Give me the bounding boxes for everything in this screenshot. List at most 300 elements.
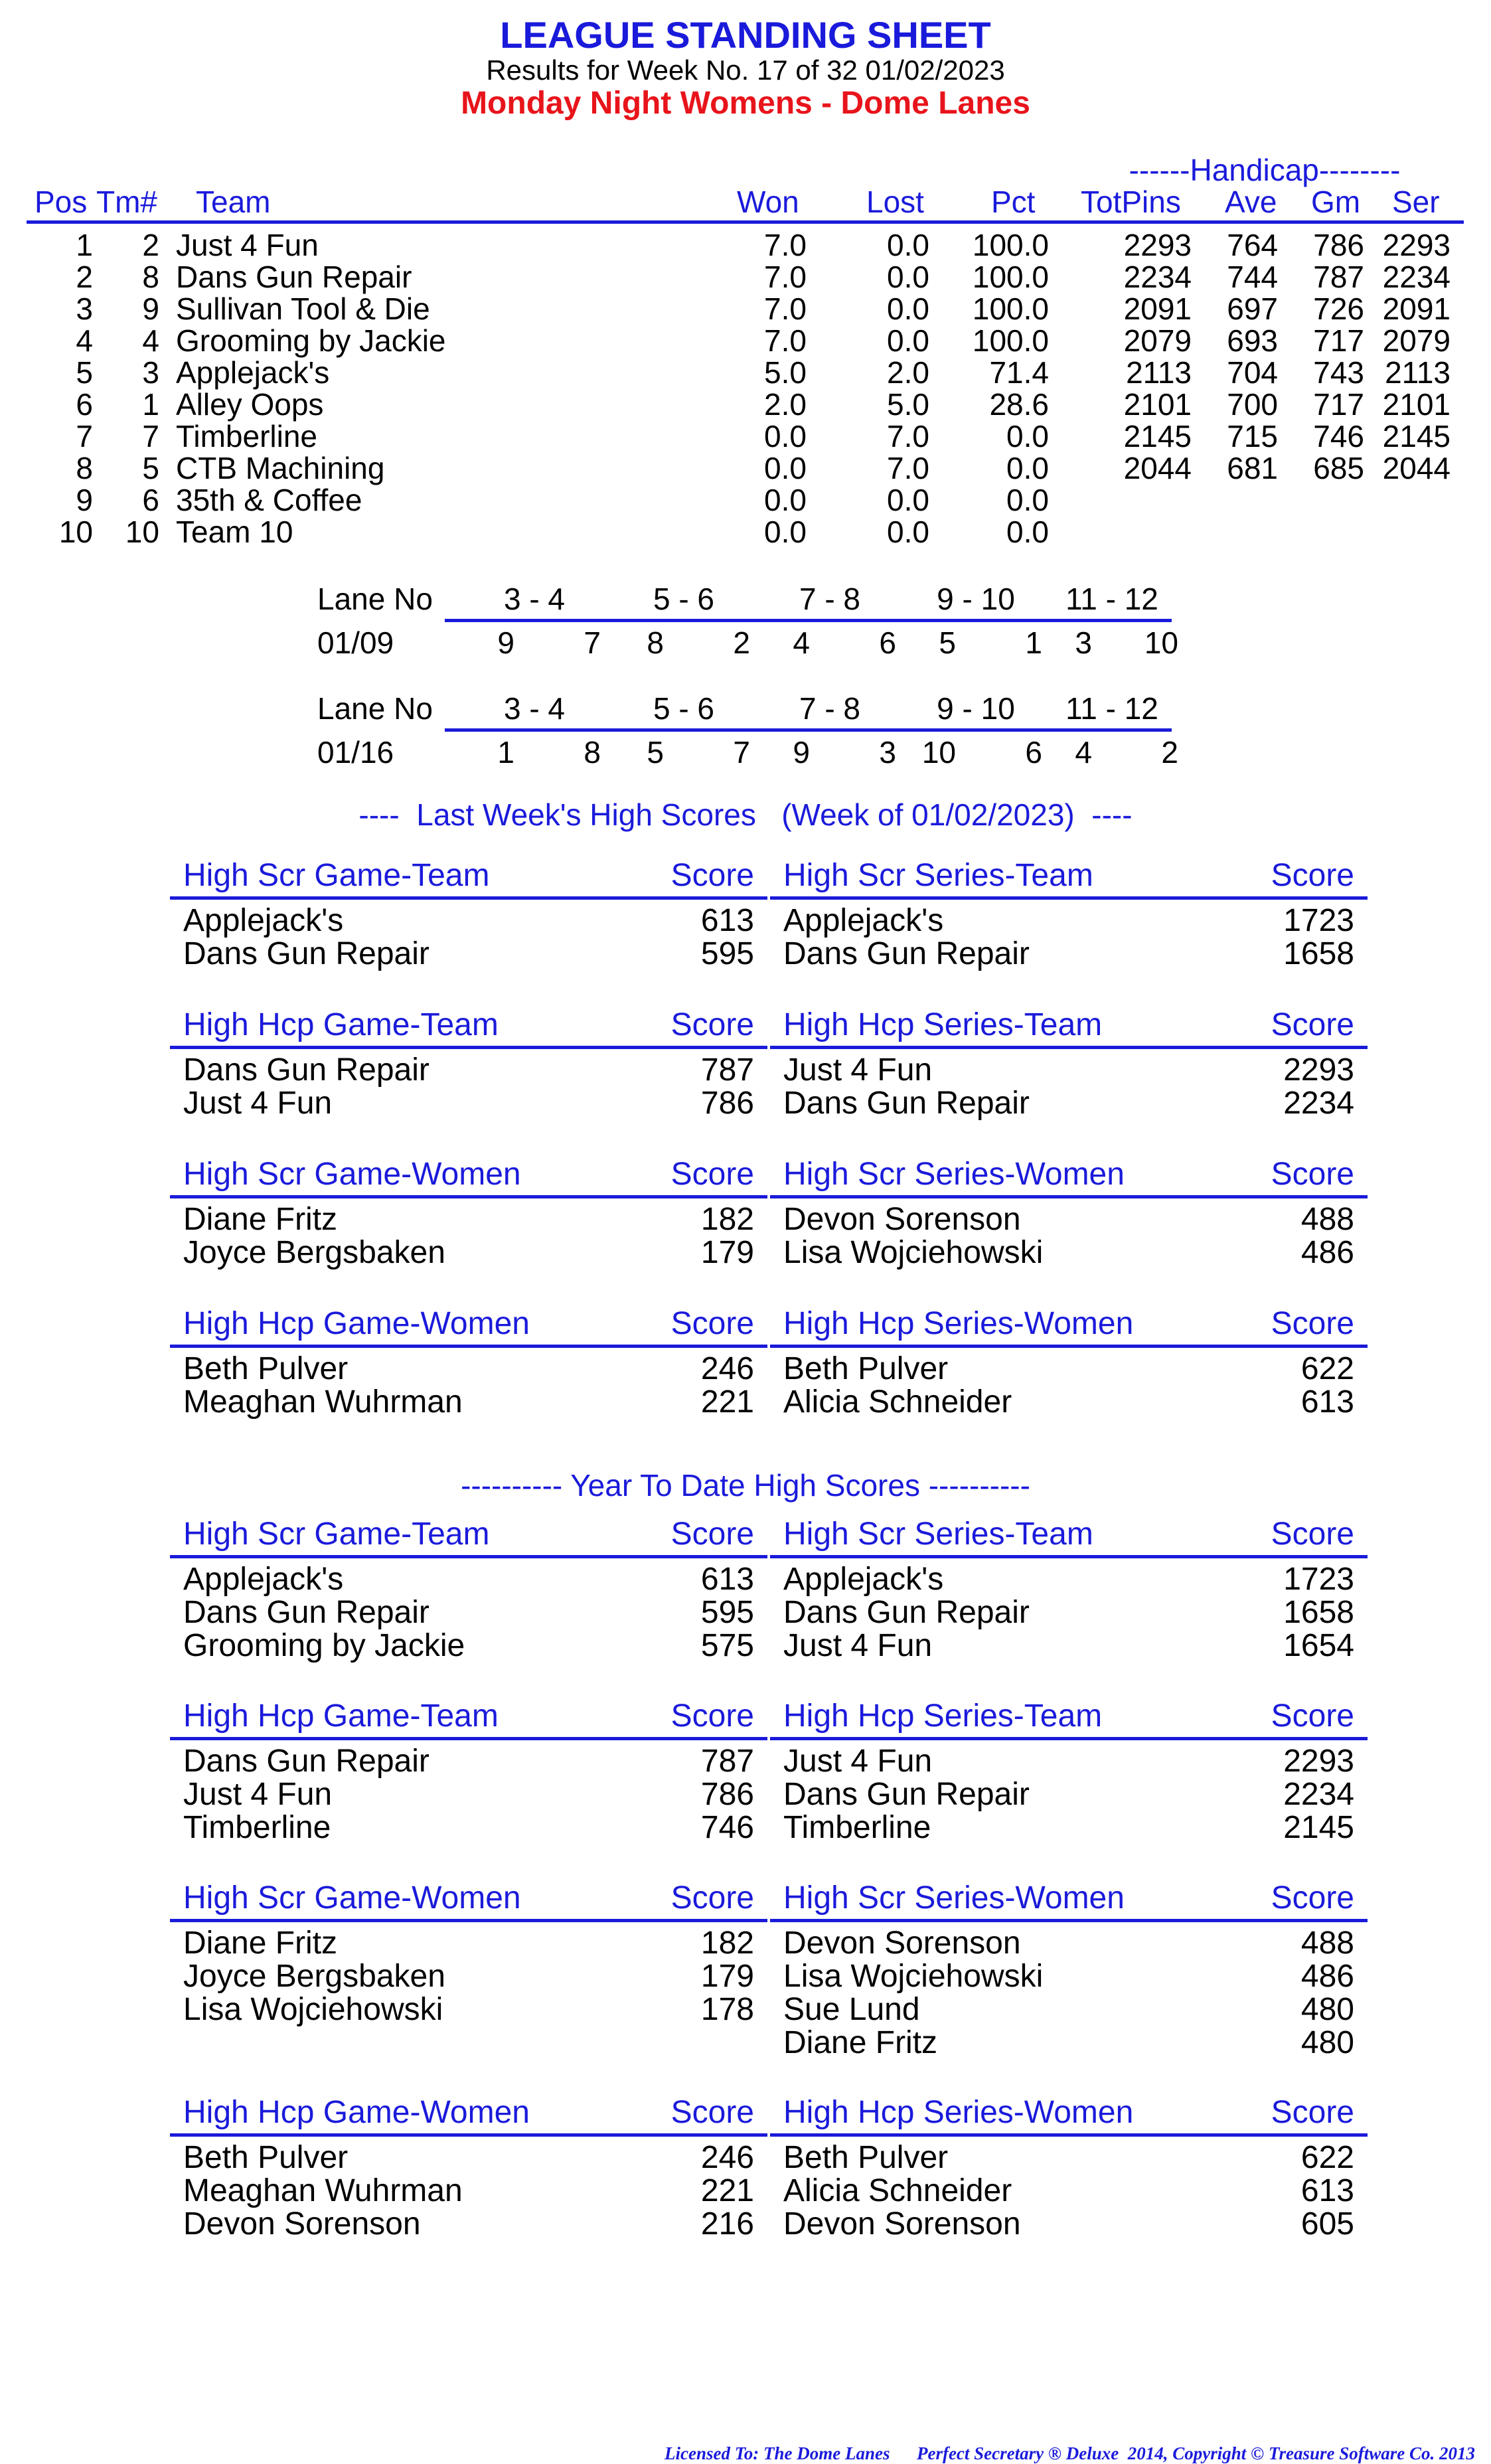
score-row (170, 1592, 767, 1630)
bowler-score: 613 (700, 903, 754, 938)
score-row (770, 933, 1368, 971)
score-column-label: Score (1271, 1517, 1354, 1552)
standings-tm: 8 (142, 260, 159, 294)
bowler-name: Applejack's (183, 1562, 344, 1597)
bowler-score: 746 (700, 1810, 754, 1845)
standings-ave: 681 (1227, 451, 1278, 485)
standings-lost: 5.0 (887, 387, 929, 422)
lane-label: Lane No (317, 582, 433, 616)
score-row (170, 1740, 767, 1779)
standings-pos: 8 (76, 451, 93, 485)
score-row (770, 1232, 1368, 1270)
score-row (170, 1049, 767, 1088)
lane-team-a: 9 (793, 735, 810, 770)
standings-ave: 744 (1227, 260, 1278, 294)
score-row (770, 1922, 1368, 1961)
bowler-name: Dans Gun Repair (183, 1744, 430, 1779)
score-row (770, 900, 1368, 938)
score-row (170, 1558, 767, 1597)
score-row (170, 1922, 767, 1961)
score-row (770, 1740, 1368, 1779)
score-box-label: High Scr Series-Women (783, 1157, 1125, 1192)
bowler-name: Diane Fritz (183, 1926, 338, 1961)
score-box (770, 1515, 1368, 1663)
bowler-score: 179 (700, 1235, 754, 1270)
standings-totpins: 2234 (1123, 260, 1192, 294)
standings-ser: 2044 (1382, 451, 1451, 485)
standings-team: Applejack's (176, 355, 330, 390)
standings-pos: 4 (76, 323, 93, 358)
score-row (770, 1625, 1368, 1663)
bowler-score: 786 (700, 1086, 754, 1121)
score-box (770, 1879, 1368, 2060)
bowler-score: 221 (700, 2173, 754, 2208)
lane-team-b: 10 (1144, 625, 1178, 660)
col-header-ave: Ave (1225, 185, 1277, 219)
standings-pct: 100.0 (972, 228, 1049, 262)
score-box (770, 1697, 1368, 1845)
bowler-score: 246 (700, 1351, 754, 1386)
score-row (770, 2022, 1368, 2060)
bowler-score: 216 (700, 2206, 754, 2242)
bowler-score: 786 (700, 1777, 754, 1812)
score-box-label: High Scr Game-Team (183, 858, 490, 893)
score-box-header (770, 1006, 1368, 1046)
lane-team-b: 2 (733, 625, 750, 660)
standings-lost: 7.0 (887, 451, 929, 485)
last-week-title: ---- Last Week's High Scores (Week of 01/02/2023) ---- (358, 797, 1133, 832)
bowler-name: Joyce Bergsbaken (183, 1959, 445, 1994)
standings-tm: 6 (142, 483, 159, 517)
standings-totpins: 2293 (1123, 228, 1192, 262)
lane-pair: 9 - 10 (937, 691, 1015, 726)
standings-ser: 2113 (1385, 355, 1451, 390)
standings-tm: 5 (142, 451, 159, 485)
bowler-score: 486 (1300, 1235, 1354, 1270)
lane-team-a: 10 (921, 735, 956, 770)
lane-rule (445, 728, 1172, 732)
bowler-name: Just 4 Fun (783, 1052, 933, 1088)
bowler-name: Beth Pulver (783, 2140, 949, 2175)
standings-tm: 4 (142, 323, 159, 358)
score-row (170, 900, 767, 938)
standings-team: Team 10 (176, 515, 293, 549)
bowler-name: Devon Sorenson (183, 2206, 421, 2242)
bowler-score: 622 (1300, 2140, 1354, 2175)
bowler-score: 178 (700, 1992, 754, 2027)
lane-team-a: 5 (939, 625, 956, 660)
score-column-label: Score (670, 2095, 754, 2130)
lane-team-b: 3 (879, 735, 896, 770)
lane-pair: 3 - 4 (503, 691, 566, 726)
bowler-name: Lisa Wojciehowski (783, 1959, 1044, 1994)
standings-won: 7.0 (764, 323, 807, 358)
bowler-name: Devon Sorenson (783, 1202, 1021, 1237)
score-box (170, 1515, 767, 1663)
standings-gm: 743 (1313, 355, 1364, 390)
score-row (170, 1625, 767, 1663)
bowler-name: Just 4 Fun (783, 1744, 933, 1779)
standings-won: 5.0 (764, 355, 807, 390)
score-box-label: High Hcp Series-Team (783, 1007, 1103, 1042)
standings-totpins: 2113 (1126, 355, 1192, 390)
score-row (770, 1381, 1368, 1420)
bowler-score: 488 (1300, 1926, 1354, 1961)
standings-ser: 2091 (1382, 291, 1451, 326)
lane-team-b: 7 (733, 735, 750, 770)
bowler-name: Applejack's (783, 1562, 944, 1597)
lane-pair: 11 - 12 (1065, 582, 1158, 616)
bowler-score: 246 (700, 2140, 754, 2175)
bowler-score: 488 (1300, 1202, 1354, 1237)
col-header-tm: Tm# (96, 185, 157, 219)
bowler-score: 787 (700, 1744, 754, 1779)
col-header-team: Team (196, 185, 271, 219)
bowler-name: Dans Gun Repair (183, 1052, 430, 1088)
col-header-totpins: TotPins (1081, 185, 1181, 219)
standings-lost: 0.0 (887, 323, 929, 358)
score-column-label: Score (670, 1517, 754, 1552)
standings-gm: 786 (1313, 228, 1364, 262)
standings-lost: 0.0 (887, 483, 929, 517)
bowler-name: Timberline (183, 1810, 331, 1845)
bowler-score: 480 (1300, 1992, 1354, 2027)
score-column-label: Score (1271, 1007, 1354, 1042)
lane-date: 01/16 (317, 735, 394, 770)
score-column-label: Score (670, 1880, 754, 1916)
bowler-name: Diane Fritz (183, 1202, 338, 1237)
bowler-name: Dans Gun Repair (783, 1595, 1030, 1630)
score-box-header (170, 1006, 767, 1046)
bowler-name: Sue Lund (783, 1992, 920, 2027)
score-box-header (770, 857, 1368, 896)
score-box-label: High Hcp Game-Team (183, 1007, 499, 1042)
bowler-name: Dans Gun Repair (783, 1086, 1030, 1121)
bowler-score: 595 (700, 1595, 754, 1630)
bowler-name: Dans Gun Repair (783, 936, 1030, 971)
standings-lost: 7.0 (887, 419, 929, 453)
bowler-name: Beth Pulver (783, 1351, 949, 1386)
bowler-name: Alicia Schneider (783, 2173, 1012, 2208)
standings-ave: 715 (1227, 419, 1278, 453)
lane-team-b: 2 (1161, 735, 1178, 770)
standings-tm: 10 (125, 515, 159, 549)
score-box-label: High Scr Game-Women (183, 1880, 521, 1916)
score-box-header (770, 2094, 1368, 2133)
bowler-score: 221 (700, 1384, 754, 1420)
score-box (770, 1305, 1368, 1420)
standings-team: Grooming by Jackie (176, 323, 446, 358)
score-row (170, 2170, 767, 2208)
score-column-label: Score (670, 1698, 754, 1734)
score-row (170, 1082, 767, 1121)
score-box (170, 1305, 767, 1420)
standings-lost: 0.0 (887, 260, 929, 294)
bowler-score: 179 (700, 1959, 754, 1994)
col-header-lost: Lost (866, 185, 924, 219)
lane-label: Lane No (317, 691, 433, 726)
standings-gm: 717 (1313, 387, 1364, 422)
score-box-label: High Scr Game-Team (183, 1517, 490, 1552)
score-box-label: High Hcp Game-Women (183, 2095, 530, 2130)
bowler-score: 182 (700, 1926, 754, 1961)
standings-gm: 726 (1313, 291, 1364, 326)
score-box-label: High Hcp Series-Women (783, 2095, 1134, 2130)
bowler-score: 575 (700, 1628, 754, 1663)
score-column-label: Score (1271, 2095, 1354, 2130)
score-box-label: High Hcp Series-Women (783, 1306, 1134, 1341)
lane-team-a: 3 (1075, 625, 1092, 660)
score-row (770, 2170, 1368, 2208)
col-header-won: Won (737, 185, 799, 219)
bowler-name: Meaghan Wuhrman (183, 1384, 463, 1420)
score-row (770, 1198, 1368, 1237)
score-row (770, 1592, 1368, 1630)
standings-tm: 3 (142, 355, 159, 390)
score-row (170, 1348, 767, 1386)
score-box-label: High Scr Game-Women (183, 1157, 521, 1192)
bowler-name: Joyce Bergsbaken (183, 1235, 445, 1270)
lane-team-a: 1 (497, 735, 514, 770)
standings-ave: 700 (1227, 387, 1278, 422)
bowler-score: 613 (1300, 2173, 1354, 2208)
score-column-label: Score (1271, 1306, 1354, 1341)
standings-ave: 697 (1227, 291, 1278, 326)
bowler-score: 2293 (1283, 1744, 1354, 1779)
standings-gm: 717 (1313, 323, 1364, 358)
standings-tm: 1 (142, 387, 159, 422)
score-row (770, 1049, 1368, 1088)
standings-ser: 2101 (1382, 387, 1451, 422)
col-header-gm: Gm (1311, 185, 1361, 219)
bowler-score: 2234 (1283, 1086, 1354, 1121)
standings-totpins: 2079 (1123, 323, 1192, 358)
col-header-pos: Pos (35, 185, 88, 219)
lane-team-a: 9 (497, 625, 514, 660)
score-box-label: High Scr Series-Women (783, 1880, 1125, 1916)
bowler-name: Timberline (783, 1810, 931, 1845)
score-box-header (170, 857, 767, 896)
bowler-name: Just 4 Fun (783, 1628, 933, 1663)
score-box-label: High Scr Series-Team (783, 1517, 1093, 1552)
standings-pos: 9 (76, 483, 93, 517)
score-row (170, 1381, 767, 1420)
standings-gm: 685 (1313, 451, 1364, 485)
score-box-header (770, 1879, 1368, 1919)
lane-team-b: 8 (584, 735, 601, 770)
standings-ser: 2234 (1382, 260, 1451, 294)
standings-ser: 2293 (1382, 228, 1451, 262)
bowler-score: 2234 (1283, 1777, 1354, 1812)
col-header-pct: Pct (991, 185, 1036, 219)
score-row (770, 1773, 1368, 1812)
standings-ser: 2145 (1382, 419, 1451, 453)
lane-team-a: 4 (1075, 735, 1092, 770)
standings-totpins: 2101 (1123, 387, 1192, 422)
standings-ave: 764 (1227, 228, 1278, 262)
score-box-header (170, 1305, 767, 1345)
lane-pair: 7 - 8 (799, 691, 861, 726)
ytd-title: ---------- Year To Date High Scores ---------- (461, 1468, 1030, 1503)
score-box-header (170, 1879, 767, 1919)
score-column-label: Score (670, 1007, 754, 1042)
score-column-label: Score (670, 858, 754, 893)
standings-pos: 3 (76, 291, 93, 326)
standings-pct: 100.0 (972, 323, 1049, 358)
bowler-name: Meaghan Wuhrman (183, 2173, 463, 2208)
score-column-label: Score (670, 1306, 754, 1341)
score-column-label: Score (670, 1157, 754, 1192)
standings-ave: 704 (1227, 355, 1278, 390)
bowler-score: 613 (700, 1562, 754, 1597)
bowler-score: 1654 (1283, 1628, 1354, 1663)
score-row (770, 1955, 1368, 1994)
lane-pair: 11 - 12 (1065, 691, 1158, 726)
bowler-score: 1723 (1283, 903, 1354, 938)
standings-won: 7.0 (764, 228, 807, 262)
standings-lost: 2.0 (887, 355, 929, 390)
score-row (170, 1198, 767, 1237)
standings-tm: 9 (142, 291, 159, 326)
standings-pos: 5 (76, 355, 93, 390)
standings-totpins: 2044 (1123, 451, 1192, 485)
standings-pct: 28.6 (989, 387, 1049, 422)
score-column-label: Score (1271, 858, 1354, 893)
standings-pct: 71.4 (989, 355, 1049, 390)
bowler-name: Lisa Wojciehowski (783, 1235, 1044, 1270)
score-row (770, 1558, 1368, 1597)
score-box-header (770, 1155, 1368, 1195)
score-row (170, 1232, 767, 1270)
bowler-name: Devon Sorenson (783, 1926, 1021, 1961)
bowler-name: Just 4 Fun (183, 1777, 333, 1812)
standings-won: 0.0 (764, 419, 807, 453)
lane-team-a: 5 (647, 735, 664, 770)
standings-tm: 2 (142, 228, 159, 262)
standings-gm: 787 (1313, 260, 1364, 294)
bowler-score: 486 (1300, 1959, 1354, 1994)
bowler-score: 1658 (1283, 936, 1354, 971)
score-box-header (170, 1697, 767, 1737)
score-row (770, 1989, 1368, 2027)
score-row (770, 2137, 1368, 2175)
score-box (770, 1006, 1368, 1121)
score-box-header (770, 1515, 1368, 1555)
lane-pair: 3 - 4 (503, 582, 566, 616)
standings-lost: 0.0 (887, 228, 929, 262)
bowler-name: Dans Gun Repair (783, 1777, 1030, 1812)
standings-team: Just 4 Fun (176, 228, 319, 262)
standings-pos: 2 (76, 260, 93, 294)
standings-won: 2.0 (764, 387, 807, 422)
bowler-score: 613 (1300, 1384, 1354, 1420)
standings-team: Dans Gun Repair (176, 260, 412, 294)
standings-team: CTB Machining (176, 451, 385, 485)
lane-pair: 5 - 6 (653, 582, 715, 616)
standings-pct: 0.0 (1006, 419, 1049, 453)
lane-team-b: 6 (1025, 735, 1042, 770)
score-column-label: Score (1271, 1157, 1354, 1192)
bowler-name: Dans Gun Repair (183, 1595, 430, 1630)
bowler-name: Alicia Schneider (783, 1384, 1012, 1420)
score-box-header (170, 1155, 767, 1195)
score-row (170, 1955, 767, 1994)
bowler-name: Applejack's (183, 903, 344, 938)
standings-totpins: 2145 (1123, 419, 1192, 453)
score-box (170, 857, 767, 971)
standings-team: Timberline (176, 419, 318, 453)
score-box-header (170, 1515, 767, 1555)
score-row (170, 1773, 767, 1812)
bowler-score: 480 (1300, 2025, 1354, 2060)
bowler-score: 605 (1300, 2206, 1354, 2242)
score-box-label: High Scr Series-Team (783, 858, 1093, 893)
score-row (170, 1807, 767, 1845)
score-box (170, 2094, 767, 2242)
bowler-name: Grooming by Jackie (183, 1628, 465, 1663)
score-box-label: High Hcp Series-Team (783, 1698, 1103, 1734)
bowler-score: 595 (700, 936, 754, 971)
bowler-score: 182 (700, 1202, 754, 1237)
score-row (770, 2203, 1368, 2242)
bowler-name: Devon Sorenson (783, 2206, 1021, 2242)
score-row (170, 933, 767, 971)
bowler-name: Lisa Wojciehowski (183, 1992, 443, 2027)
standings-won: 7.0 (764, 260, 807, 294)
score-row (770, 1348, 1368, 1386)
score-row (170, 2137, 767, 2175)
standings-pos: 10 (58, 515, 93, 549)
score-box-label: High Hcp Game-Women (183, 1306, 530, 1341)
week-subtitle: Results for Week No. 17 of 32 01/02/2023 (486, 54, 1005, 86)
score-box (170, 1006, 767, 1121)
score-box (170, 1879, 767, 2027)
lane-team-b: 7 (584, 625, 601, 660)
standings-ave: 693 (1227, 323, 1278, 358)
standings-gm: 746 (1313, 419, 1364, 453)
score-box-header (170, 2094, 767, 2133)
score-row (770, 1082, 1368, 1121)
standings-ser: 2079 (1382, 323, 1451, 358)
standings-pct: 0.0 (1006, 451, 1049, 485)
lane-rule (445, 619, 1172, 622)
standings-header-rule (27, 220, 1464, 224)
standings-tm: 7 (142, 419, 159, 453)
standings-totpins: 2091 (1123, 291, 1192, 326)
col-header-ser: Ser (1392, 185, 1440, 219)
standings-lost: 0.0 (887, 291, 929, 326)
bowler-name: Beth Pulver (183, 1351, 349, 1386)
lane-pair: 5 - 6 (653, 691, 715, 726)
bowler-name: Diane Fritz (783, 2025, 938, 2060)
score-box-header (770, 1697, 1368, 1737)
score-row (170, 2203, 767, 2242)
bowler-score: 1723 (1283, 1562, 1354, 1597)
bowler-score: 622 (1300, 1351, 1354, 1386)
bowler-name: Dans Gun Repair (183, 936, 430, 971)
lane-pair: 9 - 10 (937, 582, 1015, 616)
license-footer: Licensed To: The Dome Lanes Perfect Secretary ® Deluxe 2014, Copyright © Treasure Software Co. 2013 (665, 2443, 1475, 2463)
bowler-score: 2145 (1283, 1810, 1354, 1845)
standings-pos: 1 (76, 228, 93, 262)
score-box (170, 1155, 767, 1270)
bowler-name: Just 4 Fun (183, 1086, 333, 1121)
score-box-header (770, 1305, 1368, 1345)
standings-pct: 0.0 (1006, 515, 1049, 549)
page-title: LEAGUE STANDING SHEET (500, 14, 991, 56)
score-column-label: Score (1271, 1698, 1354, 1734)
standings-team: Alley Oops (176, 387, 324, 422)
